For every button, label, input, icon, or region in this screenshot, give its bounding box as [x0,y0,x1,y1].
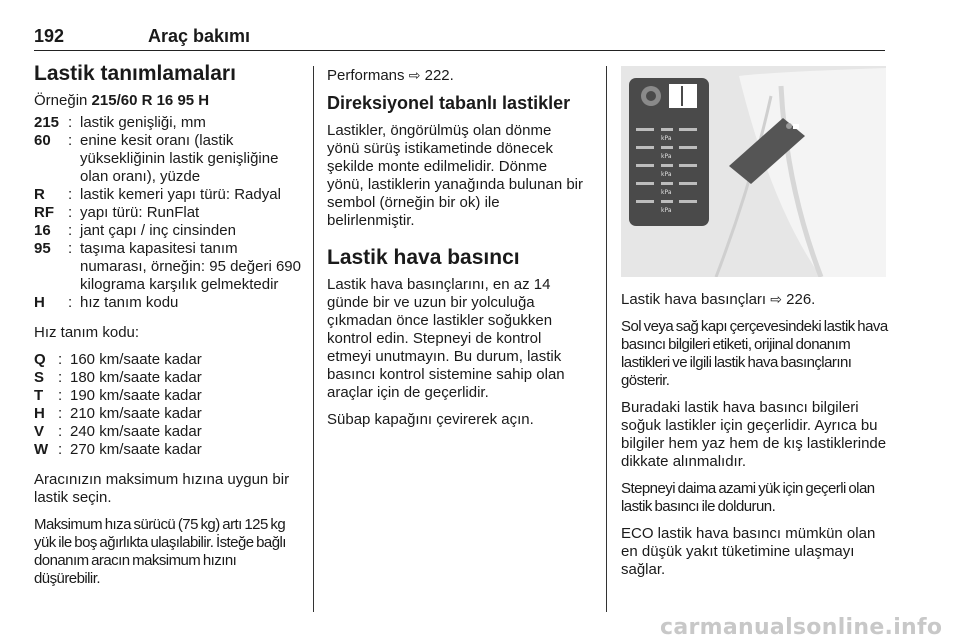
definition-colon: : [58,369,63,386]
definition-colon: : [68,204,73,221]
definition-row [34,423,302,441]
tire-code-definitions [34,114,302,312]
definition-colon: : [58,441,63,458]
definition-value: 210 km/saate kadar [70,405,202,422]
example-code: 215/60 R 16 95 H [91,92,210,109]
definition-key: W [34,441,49,458]
label-text-row-1: kPa [661,135,672,142]
paragraph-choose-tire: Aracınızın maksimum hızına uygun bir lastik seçin. [34,471,290,506]
definition-key: 215 [34,114,60,131]
column-right [621,290,889,588]
page-reference-icon: ⇨ [408,67,421,83]
page-header [34,20,885,51]
speed-code-definitions [34,351,302,459]
tire-pressure-ref-page: 226. [786,291,816,308]
tire-pressure-label-illustration [621,66,886,277]
definition-value: enine kesit oranı (lastik yüksekliğinin lastik genişliğine olan oranı), yüzde [80,132,279,185]
paragraph-directional-tires: Lastikler, öngörülmüş olan dönme yönü sürüş istikametinde dönecek şekilde monte edilmelidir. Dönme yönü, lastiklerin yanağında bulunan bir sembol (örneğin bir ok) ile belirlenmiştir. [327,122,584,229]
definition-row [34,132,302,186]
definition-colon: : [58,387,63,404]
definition-value: 270 km/saate kadar [70,441,202,458]
paragraph-spare-tire: Stepneyi daima azami yük için geçerli olan lastik basıncı ile doldurun. [621,480,875,515]
tire-pressure-reference[interactable] [621,290,889,309]
definition-value: lastik genişliği, mm [80,114,206,131]
section-title-tire-designations: Lastik tanımlamaları [34,62,236,85]
label-text-row-2: kPa [661,153,672,160]
door-frame-illustration [621,66,886,277]
definition-value: 160 km/saate kadar [70,351,202,368]
definition-value: hız tanım kodu [80,294,179,311]
label-text-row-5: kPa [661,207,672,214]
paragraph-max-speed: Maksimum hıza sürücü (75 kg) artı 125 kg yük ile boş ağırlıkta ulaşılabilir. İsteğe bağlı donanım aracın maksimum hızını düşürebilir. [34,516,286,587]
column-divider-left [313,66,314,612]
tire-pressure-ref-text: Lastik hava basınçları [621,291,767,308]
definition-key: V [34,423,45,440]
definition-colon: : [58,351,63,368]
definition-row [34,441,302,459]
performance-reference[interactable] [327,66,585,85]
definition-key: R [34,186,45,203]
page-number: 192 [34,26,65,46]
paragraph-eco-pressure: ECO lastik hava basıncı mümkün olan en düşük yakıt tüketimine ulaşmayı sağlar. [621,525,876,578]
speed-code-intro: Hız tanım kodu: [34,324,140,341]
paragraph-check-pressure: Lastik hava basınçlarını, en az 14 günde bir ve uzun bir yolculuğa çıkmadan önce lastikler soğukken kontrol edin. Stepneyi de kontrol etmeyi unutmayın. Bu durum, lastik basıncı kontrol sistemine sahip olan araçlar için de geçerlidir. [327,276,565,401]
definition-row [34,294,302,312]
definition-value: lastik kemeri yapı türü: Radyal [80,186,281,203]
definition-row [34,240,302,294]
definition-key: T [34,387,44,404]
watermark: carmanualsonline.info [660,615,943,640]
subsection-title-directional-tires: Direksiyonel tabanlı lastikler [327,93,571,113]
definition-row [34,222,302,240]
definition-colon: : [68,222,73,239]
definition-row [34,369,302,387]
column-left [34,62,302,597]
definition-value: jant çapı / inç cinsinden [80,222,236,239]
label-text-row-3: kPa [661,171,672,178]
definition-key: H [34,294,45,311]
column-middle [327,66,585,438]
definition-row [34,186,302,204]
chapter-title: Araç bakımı [148,26,251,46]
page-reference-icon: ⇨ [770,291,782,307]
label-text-row-4: kPa [661,189,672,196]
example-label: Örneğin [34,92,92,109]
definition-key: S [34,369,45,386]
performance-text: Performans [327,67,405,84]
paragraph-door-label: Sol veya sağ kapı çerçevesindeki lastik hava basıncı bilgileri etiketi, orijinal donanım lastikleri ve ilgili lastik hava basınçlarını gösterir. [621,318,888,389]
paragraph-valve-cap: Sübap kapağını çevirerek açın. [327,411,534,428]
definition-key: Q [34,351,46,368]
example-line [34,92,302,110]
definition-row [34,405,302,423]
definition-colon: : [68,132,73,149]
definition-colon: : [58,405,63,422]
performance-page: 222. [424,67,454,84]
column-divider-right [606,66,607,612]
definition-value: 190 km/saate kadar [70,387,202,404]
definition-value: 240 km/saate kadar [70,423,202,440]
definition-colon: : [68,186,73,203]
definition-colon: : [68,114,73,131]
definition-colon: : [68,294,73,311]
section-title-tire-pressure: Lastik hava basıncı [327,246,520,269]
paragraph-cold-tires: Buradaki lastik hava basıncı bilgileri soğuk lastikler için geçerlidir. Ayrıca bu bilgiler hem yaz hem de kış lastiklerinde dikkate alınmalıdır. [621,399,887,470]
definition-value: taşıma kapasitesi tanım numarası, örneğin: 95 değeri 690 kilograma karşılık gelmektedir [80,240,301,293]
definition-value: 180 km/saate kadar [70,369,202,386]
definition-key: RF [34,204,54,221]
definition-key: 95 [34,240,51,257]
definition-colon: : [58,423,63,440]
definition-key: H [34,405,45,422]
definition-value: yapı türü: RunFlat [80,204,200,221]
definition-key: 60 [34,132,51,149]
definition-colon: : [68,240,73,257]
definition-row [34,114,302,132]
definition-key: 16 [34,222,51,239]
definition-row [34,204,302,222]
definition-row [34,351,302,369]
definition-row [34,387,302,405]
